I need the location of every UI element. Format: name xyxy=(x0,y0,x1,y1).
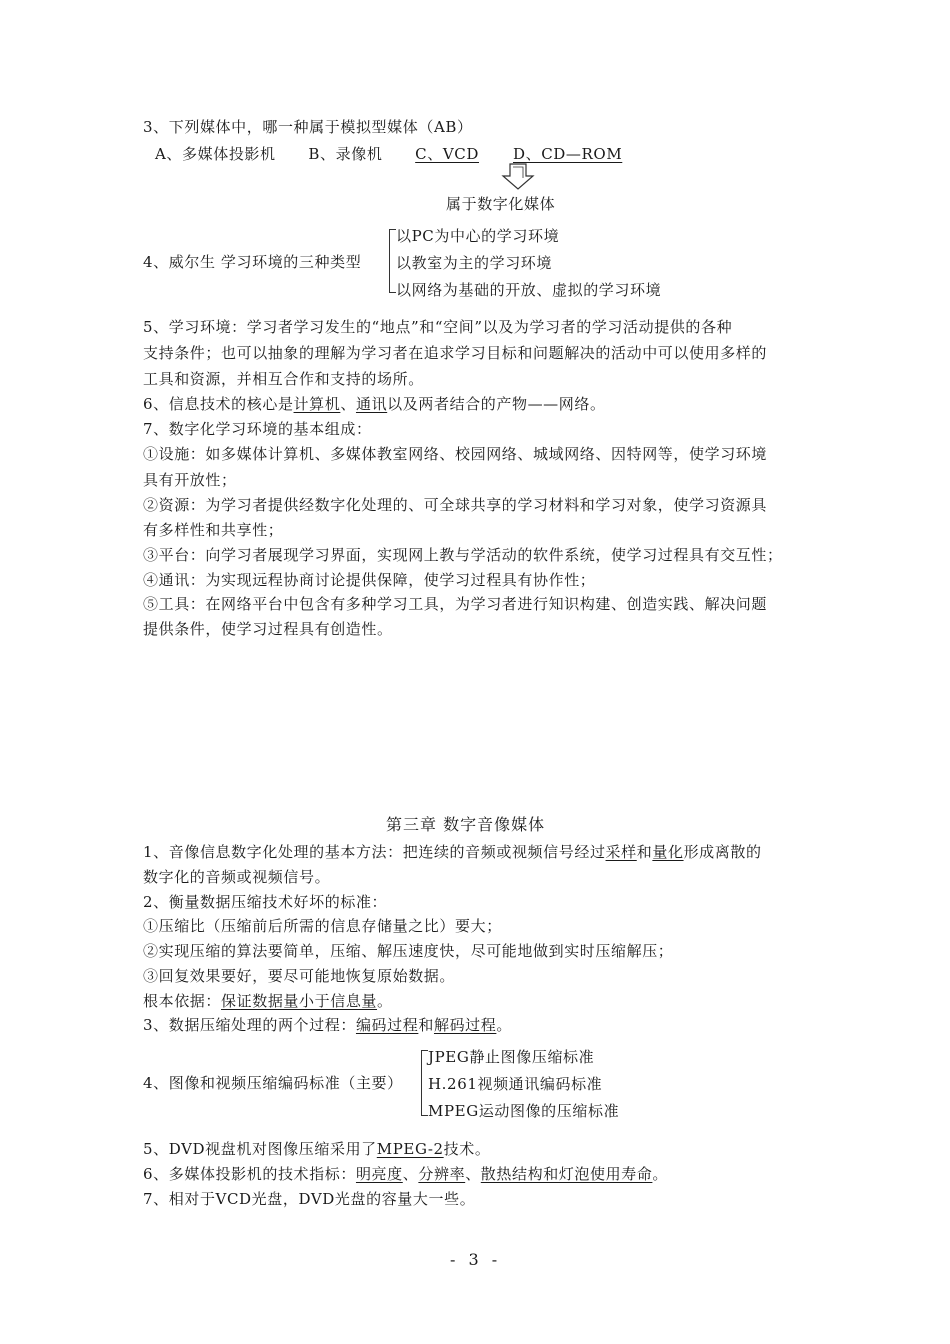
c4-item-2: H.261视频通讯编码标准 xyxy=(428,1075,603,1093)
q3-option-d: D、CD—ROM xyxy=(513,145,623,163)
c3-text: 3、数据压缩处理的两个过程： xyxy=(143,1016,356,1034)
q7-item-1: ①设施：如多媒体计算机、多媒体教室网络、校园网络、城域网络、因特网等，使学习环境 xyxy=(143,445,768,463)
q5-line-3: 工具和资源，并相互合作和支持的场所。 xyxy=(143,370,424,388)
c6-sep-1: 、 xyxy=(402,1165,419,1183)
q7-item-5-cont: 提供条件，使学习过程具有创造性。 xyxy=(143,620,393,638)
q6-line xyxy=(143,391,606,417)
c1-connector: 和 xyxy=(636,843,653,861)
q7-head: 7、数字化学习环境的基本组成： xyxy=(143,420,372,438)
c6-text: 6、多媒体投影机的技术指标： xyxy=(143,1165,356,1183)
chapter-title: 第三章 数字音像媒体 xyxy=(386,815,546,834)
q3-note: 属于数字化媒体 xyxy=(446,195,556,213)
c3-underlined-1: 编码过程 xyxy=(355,1016,419,1034)
q4-item-1: 以PC为中心的学习环境 xyxy=(396,227,560,245)
c5-line xyxy=(143,1136,490,1162)
c1-text: 1、音像信息数字化处理的基本方法：把连续的音频或视频信号经过 xyxy=(143,843,606,861)
c3-line xyxy=(143,1012,512,1038)
q3-options xyxy=(155,141,622,167)
c6-line xyxy=(143,1161,668,1187)
c1-text-tail: 形成离散的 xyxy=(683,843,762,861)
q4-bracket xyxy=(389,229,396,293)
q7-item-5: ⑤工具：在网络平台中包含有多种学习工具，为学习者进行知识构建、创造实践、解决问题 xyxy=(143,595,768,613)
q3-stem: 3、下列媒体中，哪一种属于模拟型媒体（AB） xyxy=(143,118,473,136)
page-number: - 3 - xyxy=(450,1250,502,1269)
c2-item-1: ①压缩比（压缩前后所需的信息存储量之比）要大； xyxy=(143,917,502,935)
basis-line xyxy=(143,988,393,1014)
q6-text: 6、信息技术的核心是 xyxy=(143,395,294,413)
q4-label: 4、威尔生 学习环境的三种类型 xyxy=(143,253,362,271)
q3-option-c: C、VCD xyxy=(415,145,479,163)
c5-text: 5、DVD视盘机对图像压缩采用了 xyxy=(143,1140,377,1158)
q5-line-2: 支持条件；也可以抽象的理解为学习者在追求学习目标和问题解决的活动中可以使用多样的 xyxy=(143,344,768,362)
basis-underlined: 保证数据量小于信息量 xyxy=(221,992,378,1010)
c6-underlined-3: 散热结构和灯泡使用寿命 xyxy=(480,1165,653,1183)
q6-underlined-2: 通讯 xyxy=(355,395,388,413)
c4-item-1: JPEG静止图像压缩标准 xyxy=(428,1048,595,1066)
c3-connector: 和 xyxy=(418,1016,434,1034)
c7-line: 7、相对于VCD光盘，DVD光盘的容量大一些。 xyxy=(143,1190,476,1208)
c2-item-2: ②实现压缩的算法要简单，压缩、解压速度快，尽可能地做到实时压缩解压； xyxy=(143,942,674,960)
basis-label: 根本依据： xyxy=(143,992,222,1010)
c6-underlined-1: 明亮度 xyxy=(355,1165,403,1183)
c6-sep-2: 、 xyxy=(465,1165,481,1183)
c2-head: 2、衡量数据压缩技术好坏的标准： xyxy=(143,893,388,911)
q7-item-2-cont: 有多样性和共享性； xyxy=(143,521,284,539)
q7-item-4: ④通讯：为实现远程协商讨论提供保障，使学习过程具有协作性； xyxy=(143,571,596,589)
basis-tail: 。 xyxy=(377,992,393,1010)
c1-underlined-1: 采样 xyxy=(605,843,637,861)
q3-option-b: B、录像机 xyxy=(308,145,383,163)
q6-text-tail: 以及两者结合的产物——网络。 xyxy=(387,395,606,413)
c1-line-2: 数字化的音频或视频信号。 xyxy=(143,868,331,886)
c4-item-3: MPEG运动图像的压缩标准 xyxy=(428,1102,620,1120)
q4-item-2: 以教室为主的学习环境 xyxy=(396,254,553,272)
c3-underlined-2: 解码过程 xyxy=(433,1016,497,1034)
c5-underlined: MPEG-2 xyxy=(376,1140,444,1158)
c4-label: 4、图像和视频压缩编码标准（主要） xyxy=(143,1074,403,1092)
q6-underlined-1: 计算机 xyxy=(293,395,341,413)
q6-separator: 、 xyxy=(340,395,356,413)
c4-bracket xyxy=(421,1050,428,1116)
c5-tail: 技术。 xyxy=(443,1140,491,1158)
q7-item-3: ③平台：向学习者展现学习界面，实现网上教与学活动的软件系统，使学习过程具有交互性； xyxy=(143,546,783,564)
c1-line-1 xyxy=(143,839,762,865)
c6-tail: 。 xyxy=(652,1165,669,1183)
q5-line-1: 5、学习环境：学习者学习发生的“地点”和“空间”以及为学习者的学习活动提供的各种 xyxy=(143,318,733,336)
q4-item-3: 以网络为基础的开放、虚拟的学习环境 xyxy=(396,281,662,299)
q7-item-1-cont: 具有开放性； xyxy=(143,471,237,489)
c6-underlined-2: 分辨率 xyxy=(418,1165,466,1183)
q7-item-2: ②资源：为学习者提供经数字化处理的、可全球共享的学习材料和学习对象，使学习资源具 xyxy=(143,496,768,514)
c2-item-3: ③回复效果要好，要尽可能地恢复原始数据。 xyxy=(143,967,456,985)
c1-underlined-2: 量化 xyxy=(652,843,684,861)
down-arrow-icon xyxy=(501,163,535,191)
q3-option-a: A、多媒体投影机 xyxy=(155,145,276,163)
c3-tail: 。 xyxy=(496,1016,512,1034)
